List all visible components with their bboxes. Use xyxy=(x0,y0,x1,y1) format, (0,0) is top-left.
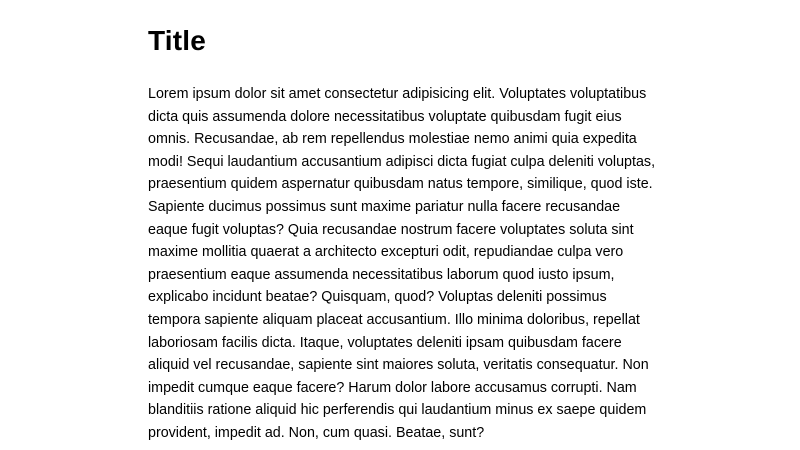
article xyxy=(148,24,658,445)
body-paragraph: Lorem ipsum dolor sit amet consectetur adipisicing elit. Voluptates voluptatibus dicta quis assumenda dolore necessitatibus voluptate quibusdam fugit eius omnis. Recusandae, ab rem repellendus molestiae nemo animi quia expedita modi! Sequi laudantium accusantium adipisci dicta fugiat culpa deleniti voluptas, praesentium quidem aspernatur quibusdam natus tempore, similique, quod iste. Sapiente ducimus possimus sunt maxime pariatur nulla facere recusandae eaque fugit voluptas? Quia recusandae nostrum facere voluptates soluta sint maxime mollitia quaerat a architecto excepturi odit, repudiandae culpa vero praesentium eaque assumenda necessitatibus laborum quod iusto ipsum, explicabo incidunt beatae? Quisquam, quod? Voluptas deleniti possimus tempora sapiente aliquam placeat accusantium. Illo minima doloribus, repellat laboriosam facilis dicta. Itaque, voluptates deleniti ipsam quibusdam facere aliquid vel recusandae, sapiente sint maiores soluta, veritatis consequatur. Non impedit cumque eaque facere? Harum dolor labore accusamus corrupti. Nam blanditiis ratione aliquid hic perferendis qui laudantium minus ex saepe quidem provident, impedit ad. Non, cum quasi. Beatae, sunt? xyxy=(148,86,656,441)
page-title: Title xyxy=(148,25,207,56)
